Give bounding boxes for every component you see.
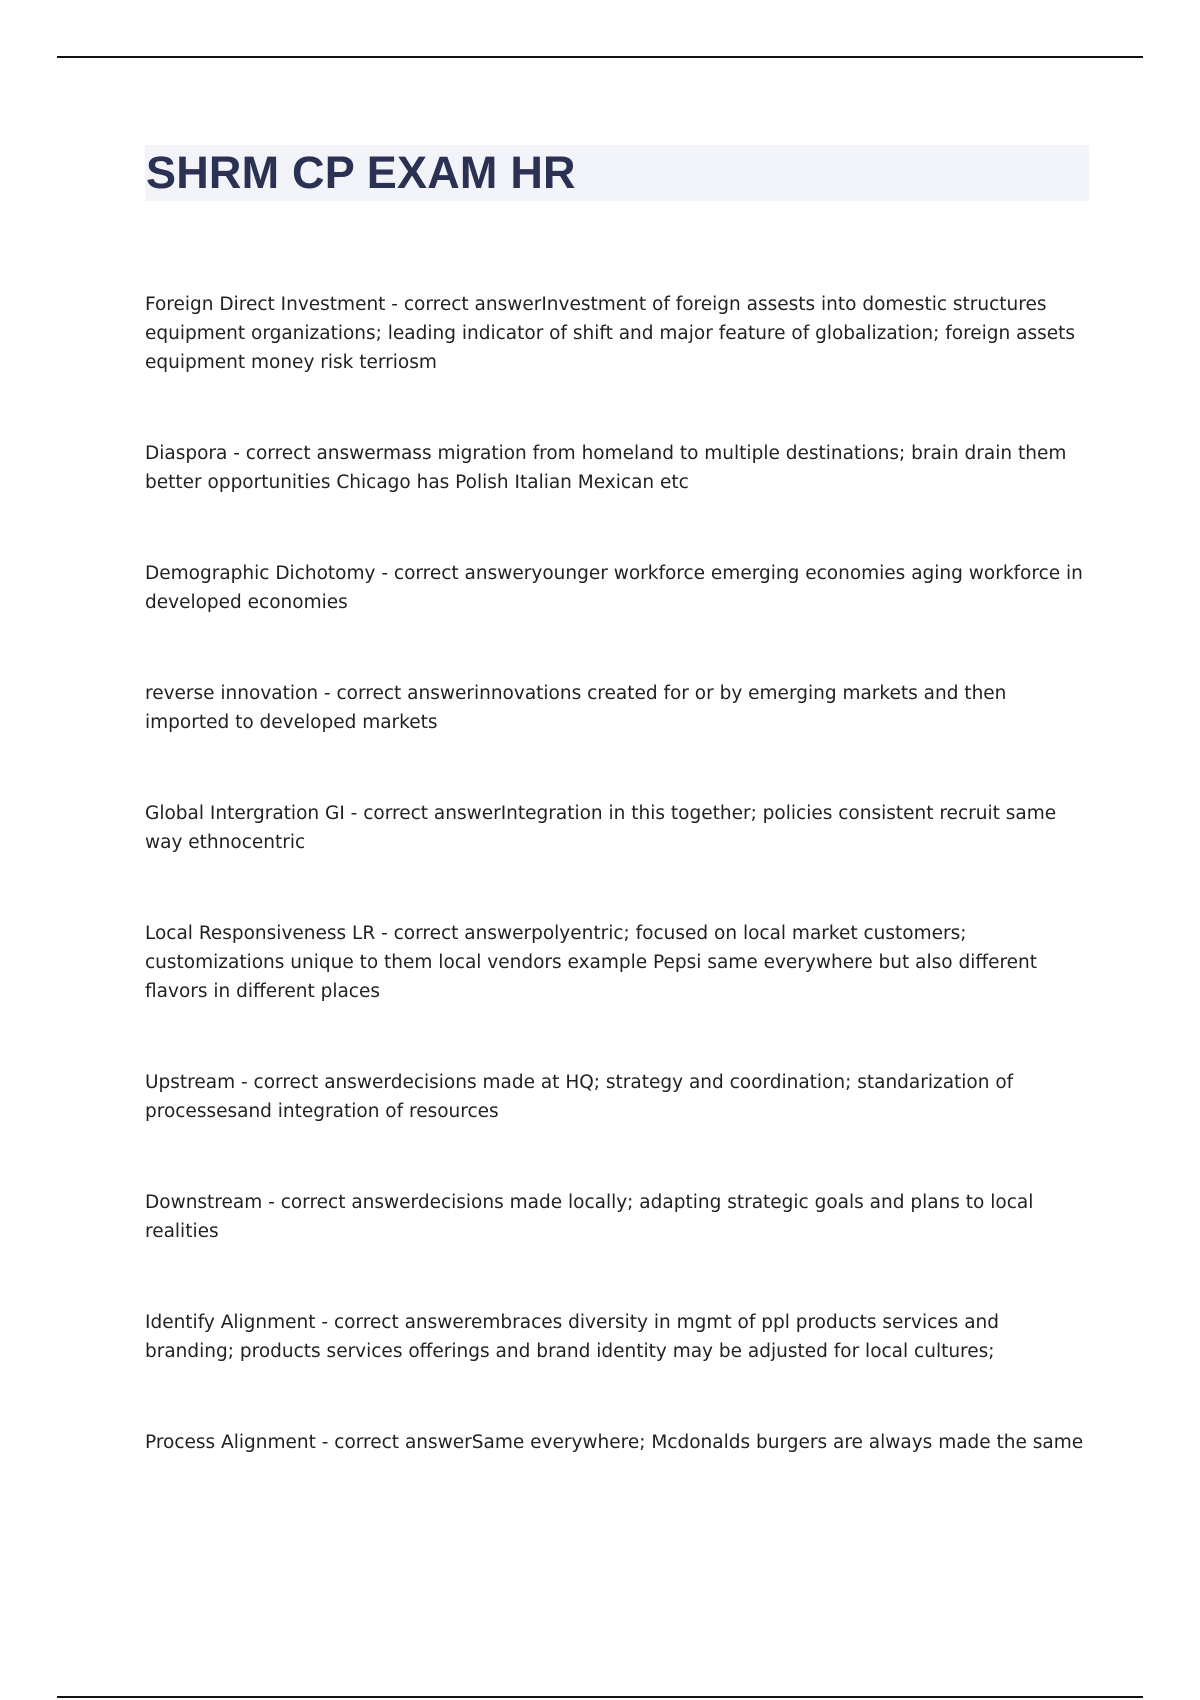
entry-demographic-dichotomy: Demographic Dichotomy - correct answeryounger workforce emerging economies aging workforce in developed economies (145, 563, 1083, 613)
entry-upstream: Upstream - correct answerdecisions made at HQ; strategy and coordination; standarization of processesand integration of resources (145, 1072, 1014, 1122)
entry-process-alignment: Process Alignment - correct answerSame everywhere; Mcdonalds burgers are always made the same (145, 1432, 1084, 1453)
top-rule (57, 56, 1143, 58)
entry-global-integration: Global Intergration GI - correct answerIntegration in this together; policies consistent recruit same way ethnocentric (145, 803, 1057, 853)
entry-list (145, 290, 1090, 1457)
entry-reverse-innovation: reverse innovation - correct answerinnovations created for or by emerging markets and then imported to developed markets (145, 683, 1007, 733)
bottom-rule (57, 1696, 1143, 1698)
entry-downstream: Downstream - correct answerdecisions made locally; adapting strategic goals and plans to local realities (145, 1192, 1034, 1242)
page-title: SHRM CP EXAM HR (146, 147, 576, 198)
entry-diaspora: Diaspora - correct answermass migration from homeland to multiple destinations; brain drain them better opportunities Chicago has Polish Italian Mexican etc (145, 443, 1067, 493)
entry-identify-alignment: Identify Alignment - correct answerembraces diversity in mgmt of ppl products services and branding; products services offerings and brand identity may be adjusted for local cultures; (145, 1312, 999, 1362)
entry-local-responsiveness: Local Responsiveness LR - correct answerpolyentric; focused on local market customers; customizations unique to them local vendors example Pepsi same everywhere but also different flavors in different places (145, 923, 1038, 1002)
entry-foreign-direct-investment: Foreign Direct Investment - correct answerInvestment of foreign assests into domestic structures equipment organizations; leading indicator of shift and major feature of globalization; foreign assets equipment money risk terriosm (145, 294, 1076, 373)
